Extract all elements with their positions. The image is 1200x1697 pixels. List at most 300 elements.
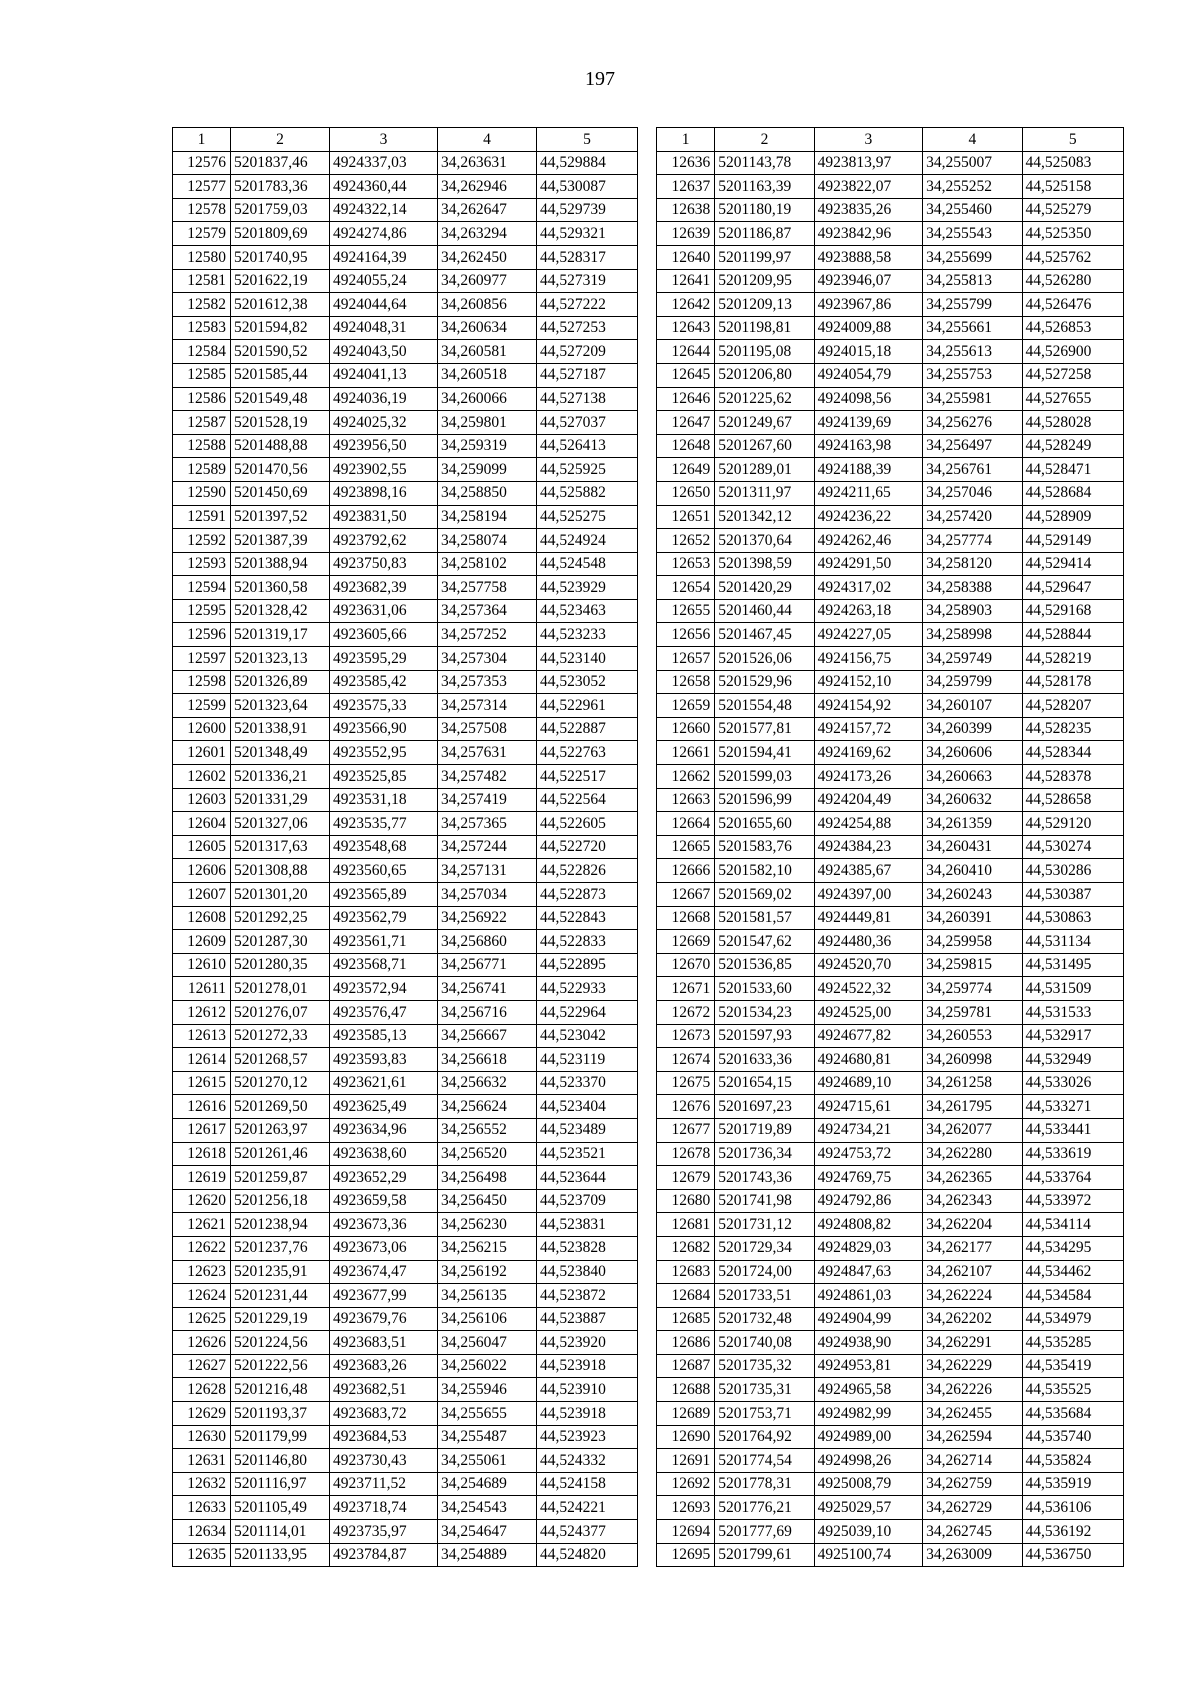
coordinate-cell: 44,523709 xyxy=(537,1189,638,1213)
coordinate-cell: 34,260998 xyxy=(923,1048,1022,1072)
coordinate-cell: 4924715,61 xyxy=(814,1095,922,1119)
coordinate-cell: 34,262077 xyxy=(923,1118,1022,1142)
table-row xyxy=(657,1260,1124,1284)
point-number-cell: 12579 xyxy=(173,222,231,246)
coordinate-cell: 5201581,57 xyxy=(715,906,814,930)
point-number-cell: 12674 xyxy=(657,1048,715,1072)
coordinate-cell: 5201783,36 xyxy=(231,175,330,199)
coordinate-cell: 44,529149 xyxy=(1022,529,1123,553)
coordinate-cell: 4924009,88 xyxy=(814,316,922,340)
coordinate-cell: 5201114,01 xyxy=(231,1520,330,1544)
coordinate-cell: 4924385,67 xyxy=(814,859,922,883)
point-number-cell: 12597 xyxy=(173,647,231,671)
table-row xyxy=(173,694,638,718)
table-row xyxy=(657,1354,1124,1378)
table-row xyxy=(173,458,638,482)
coordinate-cell: 34,260410 xyxy=(923,859,1022,883)
coordinate-cell: 34,257758 xyxy=(438,576,537,600)
table-row xyxy=(657,906,1124,930)
coordinate-cell: 34,260518 xyxy=(438,363,537,387)
coordinate-cell: 5201224,56 xyxy=(231,1331,330,1355)
table-row xyxy=(173,340,638,364)
coordinate-cell: 5201622,19 xyxy=(231,269,330,293)
point-number-cell: 12632 xyxy=(173,1472,231,1496)
point-number-cell: 12663 xyxy=(657,788,715,812)
coordinate-cell: 34,254689 xyxy=(438,1472,537,1496)
coordinate-cell: 4924734,21 xyxy=(814,1118,922,1142)
coordinate-cell: 5201753,71 xyxy=(715,1402,814,1426)
coordinate-cell: 34,261359 xyxy=(923,812,1022,836)
coordinate-cell: 5201724,00 xyxy=(715,1260,814,1284)
coordinate-cell: 5201777,69 xyxy=(715,1520,814,1544)
table-row xyxy=(173,505,638,529)
point-number-cell: 12624 xyxy=(173,1284,231,1308)
table-row xyxy=(657,1024,1124,1048)
point-number-cell: 12666 xyxy=(657,859,715,883)
point-number-cell: 12636 xyxy=(657,151,715,175)
coordinate-cell: 4923561,71 xyxy=(330,930,438,954)
coordinate-cell: 34,262450 xyxy=(438,245,537,269)
coordinate-cell: 4923674,47 xyxy=(330,1260,438,1284)
coordinate-cell: 4924173,26 xyxy=(814,765,922,789)
table-row xyxy=(173,953,638,977)
column-header: 1 xyxy=(173,128,231,152)
coordinate-cell: 44,522833 xyxy=(537,930,638,954)
coordinate-cell: 4924904,99 xyxy=(814,1307,922,1331)
table-row xyxy=(173,1284,638,1308)
coordinate-cell: 4923898,16 xyxy=(330,481,438,505)
coordinate-cell: 4924044,64 xyxy=(330,293,438,317)
table-row xyxy=(173,1166,638,1190)
point-number-cell: 12578 xyxy=(173,198,231,222)
point-number-cell: 12683 xyxy=(657,1260,715,1284)
coordinate-cell: 34,262224 xyxy=(923,1284,1022,1308)
coordinate-cell: 5201420,29 xyxy=(715,576,814,600)
coordinate-cell: 4925008,79 xyxy=(814,1472,922,1496)
point-number-cell: 12668 xyxy=(657,906,715,930)
coordinate-cell: 34,262714 xyxy=(923,1449,1022,1473)
coordinate-cell: 4923568,71 xyxy=(330,953,438,977)
coordinate-cell: 5201348,49 xyxy=(231,741,330,765)
coordinate-cell: 5201731,12 xyxy=(715,1213,814,1237)
coordinate-cell: 44,522843 xyxy=(537,906,638,930)
coordinate-cell: 4924188,39 xyxy=(814,458,922,482)
coordinate-cell: 34,260107 xyxy=(923,694,1022,718)
coordinate-cell: 44,526280 xyxy=(1022,269,1123,293)
coordinate-cell: 44,523140 xyxy=(537,647,638,671)
coordinate-cell: 34,262177 xyxy=(923,1236,1022,1260)
coordinate-cell: 4923842,96 xyxy=(814,222,922,246)
coordinate-cell: 44,530863 xyxy=(1022,906,1123,930)
coordinate-cell: 5201323,64 xyxy=(231,694,330,718)
point-number-cell: 12614 xyxy=(173,1048,231,1072)
coordinate-cell: 5201583,76 xyxy=(715,835,814,859)
coordinate-cell: 4923552,95 xyxy=(330,741,438,765)
coordinate-cell: 34,262343 xyxy=(923,1189,1022,1213)
coordinate-cell: 5201146,80 xyxy=(231,1449,330,1473)
coordinate-cell: 5201740,95 xyxy=(231,245,330,269)
coordinate-cell: 5201308,88 xyxy=(231,859,330,883)
coordinate-cell: 34,262647 xyxy=(438,198,537,222)
coordinate-cell: 4924982,99 xyxy=(814,1402,922,1426)
coordinate-cell: 44,523920 xyxy=(537,1331,638,1355)
coordinate-cell: 5201596,99 xyxy=(715,788,814,812)
point-number-cell: 12658 xyxy=(657,670,715,694)
table-row xyxy=(173,647,638,671)
table-row xyxy=(657,1472,1124,1496)
point-number-cell: 12611 xyxy=(173,977,231,1001)
coordinate-cell: 5201585,44 xyxy=(231,363,330,387)
coordinate-cell: 5201533,60 xyxy=(715,977,814,1001)
point-number-cell: 12660 xyxy=(657,717,715,741)
coordinate-cell: 44,522933 xyxy=(537,977,638,1001)
coordinate-cell: 34,255813 xyxy=(923,269,1022,293)
coordinate-cell: 5201276,07 xyxy=(231,1000,330,1024)
coordinate-cell: 34,256230 xyxy=(438,1213,537,1237)
coordinate-cell: 44,524377 xyxy=(537,1520,638,1544)
coordinate-cell: 4923822,07 xyxy=(814,175,922,199)
coordinate-cell: 44,527253 xyxy=(537,316,638,340)
table-row xyxy=(173,930,638,954)
coordinate-cell: 44,528344 xyxy=(1022,741,1123,765)
coordinate-cell: 44,533026 xyxy=(1022,1071,1123,1095)
coordinate-cell: 44,523918 xyxy=(537,1354,638,1378)
column-header: 3 xyxy=(814,128,922,152)
coordinate-cell: 4923711,52 xyxy=(330,1472,438,1496)
table-row xyxy=(657,411,1124,435)
coordinate-cell: 5201397,52 xyxy=(231,505,330,529)
coordinate-cell: 4925100,74 xyxy=(814,1543,922,1567)
coordinate-cell: 34,258388 xyxy=(923,576,1022,600)
coordinate-cell: 34,259319 xyxy=(438,434,537,458)
point-number-cell: 12580 xyxy=(173,245,231,269)
point-number-cell: 12622 xyxy=(173,1236,231,1260)
table-row xyxy=(173,1189,638,1213)
point-number-cell: 12689 xyxy=(657,1402,715,1426)
table-row xyxy=(173,623,638,647)
coordinate-cell: 5201237,76 xyxy=(231,1236,330,1260)
column-header: 4 xyxy=(923,128,1022,152)
table-row xyxy=(657,151,1124,175)
point-number-cell: 12577 xyxy=(173,175,231,199)
coordinate-cell: 4924938,90 xyxy=(814,1331,922,1355)
table-row xyxy=(657,1449,1124,1473)
coordinate-cell: 4924169,62 xyxy=(814,741,922,765)
table-row xyxy=(173,1354,638,1378)
coordinate-cell: 5201450,69 xyxy=(231,481,330,505)
coordinates-table-left xyxy=(172,127,638,1567)
coordinate-cell: 5201398,59 xyxy=(715,552,814,576)
coordinate-cell: 34,255061 xyxy=(438,1449,537,1473)
table-row xyxy=(657,1048,1124,1072)
point-number-cell: 12638 xyxy=(657,198,715,222)
coordinate-cell: 4924098,56 xyxy=(814,387,922,411)
coordinate-cell: 4924055,24 xyxy=(330,269,438,293)
coordinate-cell: 44,525882 xyxy=(537,481,638,505)
coordinate-cell: 5201467,45 xyxy=(715,623,814,647)
point-number-cell: 12679 xyxy=(657,1166,715,1190)
table-row xyxy=(173,151,638,175)
column-header: 3 xyxy=(330,128,438,152)
point-number-cell: 12657 xyxy=(657,647,715,671)
point-number-cell: 12587 xyxy=(173,411,231,435)
coordinate-cell: 44,534295 xyxy=(1022,1236,1123,1260)
coordinate-cell: 34,255613 xyxy=(923,340,1022,364)
table-row xyxy=(173,977,638,1001)
table-row xyxy=(173,1213,638,1237)
table-row xyxy=(657,1071,1124,1095)
coordinate-cell: 44,523929 xyxy=(537,576,638,600)
coordinate-cell: 5201612,38 xyxy=(231,293,330,317)
coordinate-cell: 5201263,97 xyxy=(231,1118,330,1142)
point-number-cell: 12589 xyxy=(173,458,231,482)
point-number-cell: 12593 xyxy=(173,552,231,576)
coordinate-cell: 4924753,72 xyxy=(814,1142,922,1166)
coordinate-cell: 4923813,97 xyxy=(814,151,922,175)
coordinate-cell: 44,528028 xyxy=(1022,411,1123,435)
coordinate-cell: 34,255007 xyxy=(923,151,1022,175)
coordinate-cell: 4924157,72 xyxy=(814,717,922,741)
coordinate-cell: 44,528909 xyxy=(1022,505,1123,529)
point-number-cell: 12646 xyxy=(657,387,715,411)
column-header: 4 xyxy=(438,128,537,152)
coordinate-cell: 34,257353 xyxy=(438,670,537,694)
coordinate-cell: 44,527655 xyxy=(1022,387,1123,411)
coordinate-cell: 5201460,44 xyxy=(715,599,814,623)
coordinate-cell: 5201292,25 xyxy=(231,906,330,930)
coordinate-cell: 5201577,81 xyxy=(715,717,814,741)
point-number-cell: 12629 xyxy=(173,1402,231,1426)
coordinate-cell: 34,256450 xyxy=(438,1189,537,1213)
coordinate-cell: 44,530387 xyxy=(1022,883,1123,907)
coordinate-cell: 4924677,82 xyxy=(814,1024,922,1048)
coordinate-cell: 4923572,94 xyxy=(330,977,438,1001)
coordinate-cell: 4924211,65 xyxy=(814,481,922,505)
table-row xyxy=(173,1260,638,1284)
coordinate-cell: 34,259099 xyxy=(438,458,537,482)
point-number-cell: 12581 xyxy=(173,269,231,293)
coordinate-cell: 44,534584 xyxy=(1022,1284,1123,1308)
coordinate-cell: 34,258074 xyxy=(438,529,537,553)
coordinate-cell: 44,531495 xyxy=(1022,953,1123,977)
coordinate-cell: 44,523463 xyxy=(537,599,638,623)
coordinate-cell: 5201736,34 xyxy=(715,1142,814,1166)
table-row xyxy=(173,788,638,812)
coordinate-cell: 5201764,92 xyxy=(715,1425,814,1449)
table-row xyxy=(657,1142,1124,1166)
coordinate-cell: 4923575,33 xyxy=(330,694,438,718)
coordinate-cell: 5201270,12 xyxy=(231,1071,330,1095)
coordinate-cell: 5201317,63 xyxy=(231,835,330,859)
point-number-cell: 12647 xyxy=(657,411,715,435)
coordinate-cell: 44,533619 xyxy=(1022,1142,1123,1166)
coordinate-cell: 5201319,17 xyxy=(231,623,330,647)
coordinate-cell: 4924689,10 xyxy=(814,1071,922,1095)
point-number-cell: 12603 xyxy=(173,788,231,812)
coordinate-cell: 4924317,02 xyxy=(814,576,922,600)
coordinate-cell: 44,529414 xyxy=(1022,552,1123,576)
coordinate-cell: 5201229,19 xyxy=(231,1307,330,1331)
point-number-cell: 12633 xyxy=(173,1496,231,1520)
table-row xyxy=(657,1213,1124,1237)
coordinate-cell: 34,263631 xyxy=(438,151,537,175)
table-row xyxy=(173,245,638,269)
coordinate-cell: 44,524924 xyxy=(537,529,638,553)
table-row xyxy=(657,222,1124,246)
point-number-cell: 12625 xyxy=(173,1307,231,1331)
coordinate-cell: 4923792,62 xyxy=(330,529,438,553)
table-row xyxy=(657,1425,1124,1449)
point-number-cell: 12650 xyxy=(657,481,715,505)
coordinate-cell: 34,262946 xyxy=(438,175,537,199)
table-row xyxy=(657,1496,1124,1520)
table-row xyxy=(657,387,1124,411)
point-number-cell: 12695 xyxy=(657,1543,715,1567)
coordinate-cell: 44,533441 xyxy=(1022,1118,1123,1142)
coordinate-cell: 4923831,50 xyxy=(330,505,438,529)
table-row xyxy=(173,599,638,623)
coordinate-cell: 5201342,12 xyxy=(715,505,814,529)
coordinate-cell: 4924227,05 xyxy=(814,623,922,647)
point-number-cell: 12588 xyxy=(173,434,231,458)
coordinate-cell: 4923548,68 xyxy=(330,835,438,859)
coordinate-cell: 4923525,85 xyxy=(330,765,438,789)
table-row xyxy=(657,859,1124,883)
coordinate-cell: 4925029,57 xyxy=(814,1496,922,1520)
table-row xyxy=(173,1048,638,1072)
point-number-cell: 12673 xyxy=(657,1024,715,1048)
point-number-cell: 12626 xyxy=(173,1331,231,1355)
coordinate-cell: 4923679,76 xyxy=(330,1307,438,1331)
point-number-cell: 12664 xyxy=(657,812,715,836)
coordinate-cell: 34,262365 xyxy=(923,1166,1022,1190)
point-number-cell: 12649 xyxy=(657,458,715,482)
coordinate-cell: 44,522763 xyxy=(537,741,638,765)
coordinate-cell: 34,257131 xyxy=(438,859,537,883)
coordinate-cell: 5201654,15 xyxy=(715,1071,814,1095)
point-number-cell: 12590 xyxy=(173,481,231,505)
coordinate-cell: 44,527209 xyxy=(537,340,638,364)
coordinate-cell: 4924792,86 xyxy=(814,1189,922,1213)
coordinate-cell: 4924262,46 xyxy=(814,529,922,553)
coordinate-cell: 4923593,83 xyxy=(330,1048,438,1072)
table-row xyxy=(173,1000,638,1024)
coordinate-cell: 44,531134 xyxy=(1022,930,1123,954)
coordinate-cell: 34,256022 xyxy=(438,1354,537,1378)
coordinate-cell: 5201534,23 xyxy=(715,1000,814,1024)
coordinate-cell: 44,525275 xyxy=(537,505,638,529)
coordinate-cell: 4924054,79 xyxy=(814,363,922,387)
table-row xyxy=(657,812,1124,836)
coordinate-cell: 44,524820 xyxy=(537,1543,638,1567)
point-number-cell: 12627 xyxy=(173,1354,231,1378)
point-number-cell: 12592 xyxy=(173,529,231,553)
coordinate-cell: 34,260634 xyxy=(438,316,537,340)
table-row xyxy=(657,1331,1124,1355)
coordinate-cell: 34,256716 xyxy=(438,1000,537,1024)
table-row xyxy=(173,670,638,694)
coordinate-cell: 44,527222 xyxy=(537,293,638,317)
coordinate-cell: 44,535684 xyxy=(1022,1402,1123,1426)
coordinate-cell: 5201778,31 xyxy=(715,1472,814,1496)
coordinate-cell: 5201597,93 xyxy=(715,1024,814,1048)
coordinate-cell: 5201388,94 xyxy=(231,552,330,576)
table-row xyxy=(657,175,1124,199)
coordinate-cell: 34,255460 xyxy=(923,198,1022,222)
coordinate-cell: 4923730,43 xyxy=(330,1449,438,1473)
coordinate-cell: 4923888,58 xyxy=(814,245,922,269)
coordinate-cell: 34,257420 xyxy=(923,505,1022,529)
point-number-cell: 12595 xyxy=(173,599,231,623)
coordinate-cell: 4923682,51 xyxy=(330,1378,438,1402)
coordinate-cell: 4923683,51 xyxy=(330,1331,438,1355)
table-row xyxy=(657,1095,1124,1119)
coordinate-cell: 34,256761 xyxy=(923,458,1022,482)
table-row xyxy=(173,765,638,789)
coordinate-cell: 34,256215 xyxy=(438,1236,537,1260)
point-number-cell: 12654 xyxy=(657,576,715,600)
coordinate-cell: 34,259774 xyxy=(923,977,1022,1001)
point-number-cell: 12608 xyxy=(173,906,231,930)
table-row xyxy=(657,765,1124,789)
table-row xyxy=(173,1425,638,1449)
table-row xyxy=(657,505,1124,529)
coordinate-cell: 4923631,06 xyxy=(330,599,438,623)
coordinate-cell: 4924204,49 xyxy=(814,788,922,812)
table-row xyxy=(173,293,638,317)
coordinate-cell: 34,257314 xyxy=(438,694,537,718)
coordinate-cell: 34,258120 xyxy=(923,552,1022,576)
coordinate-cell: 34,256922 xyxy=(438,906,537,930)
point-number-cell: 12667 xyxy=(657,883,715,907)
coordinate-cell: 44,522895 xyxy=(537,953,638,977)
point-number-cell: 12688 xyxy=(657,1378,715,1402)
coordinate-cell: 5201582,10 xyxy=(715,859,814,883)
coordinate-cell: 5201116,97 xyxy=(231,1472,330,1496)
coordinate-cell: 44,522887 xyxy=(537,717,638,741)
coordinate-cell: 34,256552 xyxy=(438,1118,537,1142)
coordinate-cell: 34,259749 xyxy=(923,647,1022,671)
coordinate-cell: 44,528844 xyxy=(1022,623,1123,647)
coordinate-cell: 4924263,18 xyxy=(814,599,922,623)
coordinate-cell: 34,258903 xyxy=(923,599,1022,623)
coordinate-cell: 4923946,07 xyxy=(814,269,922,293)
coordinate-cell: 44,533764 xyxy=(1022,1166,1123,1190)
coordinate-cell: 34,256047 xyxy=(438,1331,537,1355)
coordinate-cell: 34,259958 xyxy=(923,930,1022,954)
coordinate-cell: 44,524221 xyxy=(537,1496,638,1520)
coordinate-cell: 44,533972 xyxy=(1022,1189,1123,1213)
point-number-cell: 12692 xyxy=(657,1472,715,1496)
point-number-cell: 12685 xyxy=(657,1307,715,1331)
coordinate-cell: 34,256667 xyxy=(438,1024,537,1048)
coordinate-cell: 5201206,80 xyxy=(715,363,814,387)
coordinate-cell: 5201599,03 xyxy=(715,765,814,789)
point-number-cell: 12672 xyxy=(657,1000,715,1024)
point-number-cell: 12586 xyxy=(173,387,231,411)
point-number-cell: 12694 xyxy=(657,1520,715,1544)
point-number-cell: 12687 xyxy=(657,1354,715,1378)
coordinate-cell: 5201231,44 xyxy=(231,1284,330,1308)
point-number-cell: 12621 xyxy=(173,1213,231,1237)
table-row xyxy=(657,198,1124,222)
coordinate-cell: 44,529884 xyxy=(537,151,638,175)
coordinate-cell: 5201774,54 xyxy=(715,1449,814,1473)
table-row xyxy=(173,269,638,293)
coordinate-cell: 44,522564 xyxy=(537,788,638,812)
coordinate-cell: 4924480,36 xyxy=(814,930,922,954)
column-header: 5 xyxy=(537,128,638,152)
